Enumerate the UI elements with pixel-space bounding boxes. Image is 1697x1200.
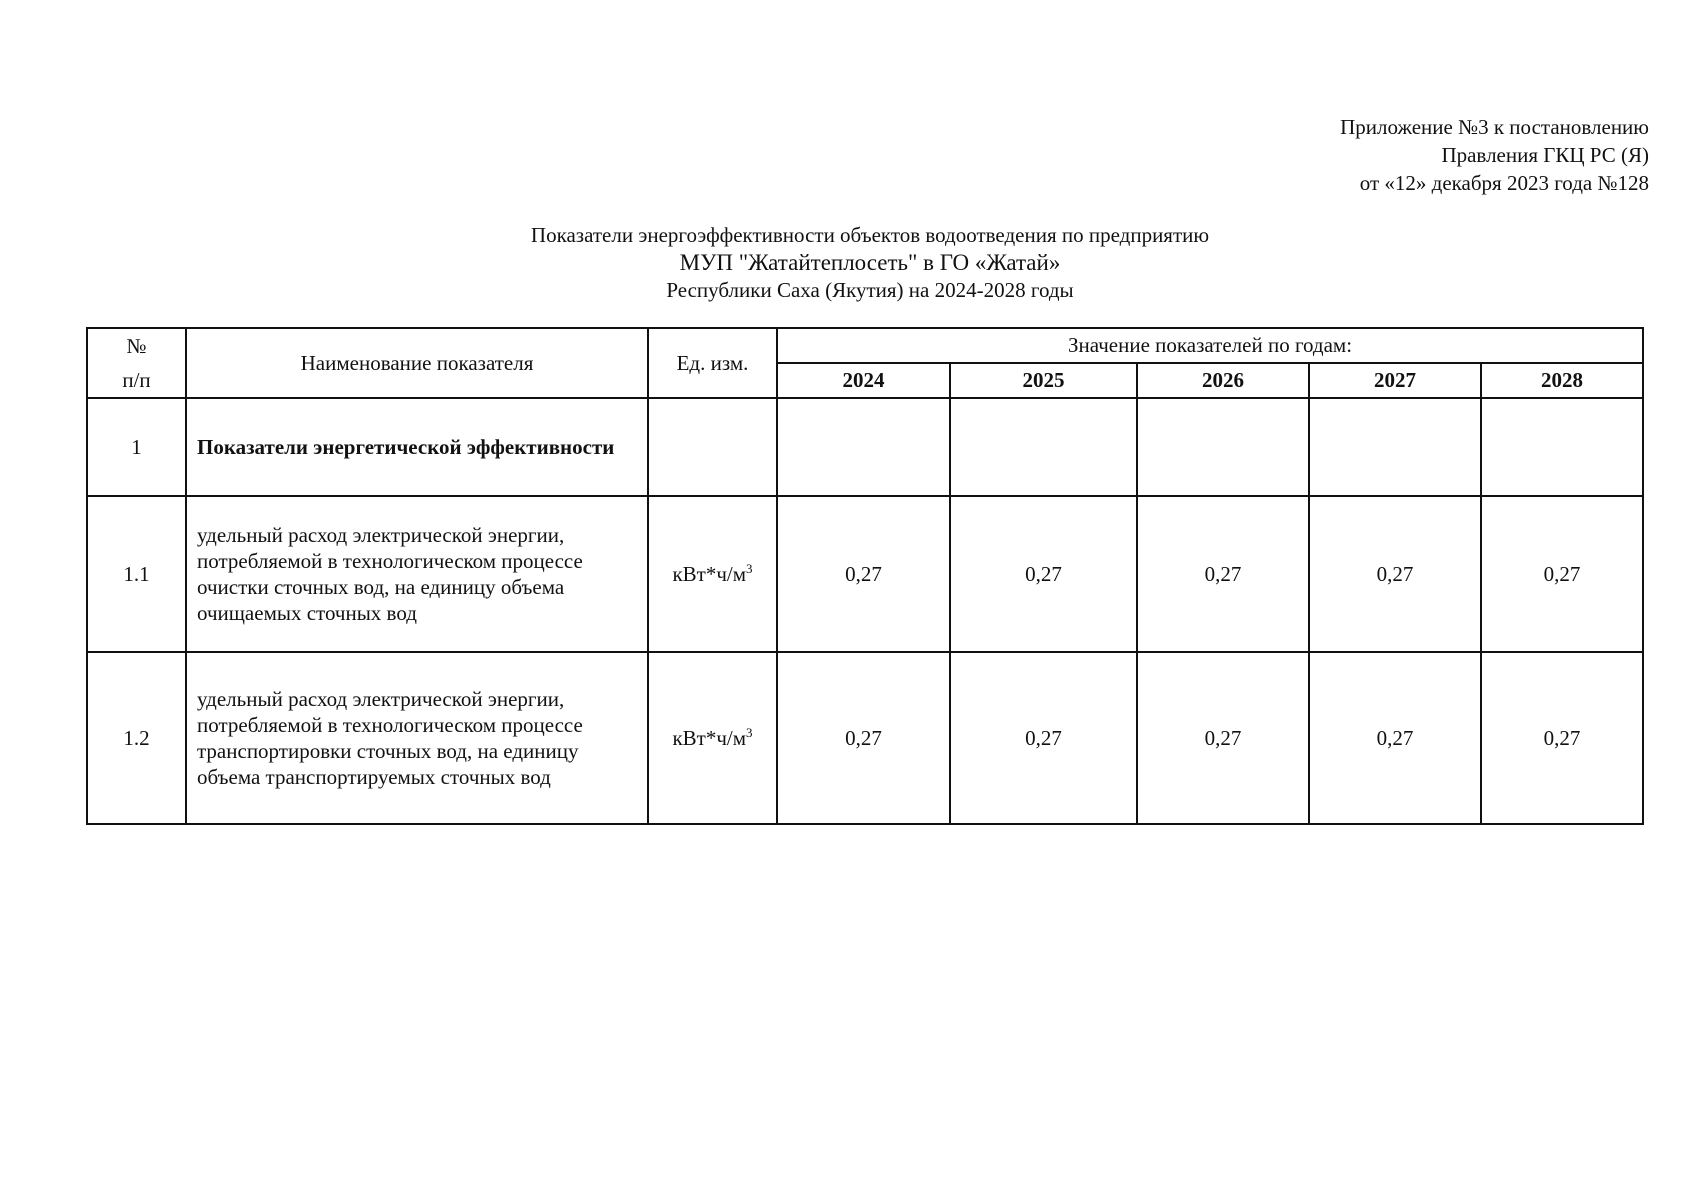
header-year-2026: 2026	[1137, 363, 1309, 398]
header-year-2028: 2028	[1481, 363, 1643, 398]
value-2026: 0,27	[1137, 652, 1309, 824]
header-year-2025: 2025	[950, 363, 1137, 398]
value-2024: 0,27	[777, 652, 950, 824]
unit-superscript: 3	[746, 560, 753, 576]
header-row-number	[87, 328, 186, 398]
title-line-2: МУП "Жатайтеплосеть" в ГО «Жатай»	[679, 250, 1061, 275]
appendix-line-3: от «12» декабря 2023 года №128	[1359, 171, 1649, 195]
row-number: 1.1	[87, 496, 186, 652]
indicators-table	[86, 327, 1644, 825]
table-row	[87, 398, 1643, 496]
value-2027: 0,27	[1309, 496, 1481, 652]
table-row	[87, 652, 1643, 824]
header-number-abbr: п/п	[122, 368, 151, 392]
value-2025	[950, 398, 1137, 496]
value-2026	[1137, 398, 1309, 496]
header-number-sign: №	[126, 334, 147, 358]
header-unit: Ед. изм.	[648, 328, 777, 398]
header-year-2024: 2024	[777, 363, 950, 398]
value-2028: 0,27	[1481, 652, 1643, 824]
value-2027	[1309, 398, 1481, 496]
title-line-1: Показатели энергоэффективности объектов водоотведения по предприятию	[530, 223, 1210, 247]
indicator-name: удельный расход электрической энергии, потребляемой в технологическом процессе транспортировки сточных вод, на единицу объема транспортируемых сточных вод	[186, 652, 648, 824]
indicator-name: удельный расход электрической энергии, потребляемой в технологическом процессе очистки сточных вод, на единицу объема очищаемых сточных вод	[186, 496, 648, 652]
value-2025: 0,27	[950, 496, 1137, 652]
header-indicator-name: Наименование показателя	[186, 328, 648, 398]
unit-base: кВт*ч/м	[672, 725, 747, 750]
value-2025: 0,27	[950, 652, 1137, 824]
value-2028: 0,27	[1481, 496, 1643, 652]
unit-cell	[648, 496, 777, 652]
unit-base: кВт*ч/м	[672, 561, 747, 586]
unit-cell	[648, 398, 777, 496]
value-2027: 0,27	[1309, 652, 1481, 824]
indicator-name: Показатели энергетической эффективности	[186, 398, 648, 496]
title-line-3: Республики Саха (Якутия) на 2024-2028 годы	[666, 278, 1074, 302]
appendix-line-2: Правления ГКЦ РС (Я)	[1441, 143, 1649, 167]
unit-superscript: 3	[746, 724, 753, 740]
appendix-reference	[1340, 113, 1649, 197]
row-number: 1.2	[87, 652, 186, 824]
value-2024: 0,27	[777, 496, 950, 652]
value-2028	[1481, 398, 1643, 496]
document-title	[0, 222, 1697, 304]
value-2024	[777, 398, 950, 496]
header-year-2027: 2027	[1309, 363, 1481, 398]
value-2026: 0,27	[1137, 496, 1309, 652]
appendix-line-1: Приложение №3 к постановлению	[1340, 115, 1649, 139]
unit-cell	[648, 652, 777, 824]
row-number: 1	[87, 398, 186, 496]
table-row	[87, 496, 1643, 652]
header-values-by-year: Значение показателей по годам:	[777, 328, 1643, 363]
